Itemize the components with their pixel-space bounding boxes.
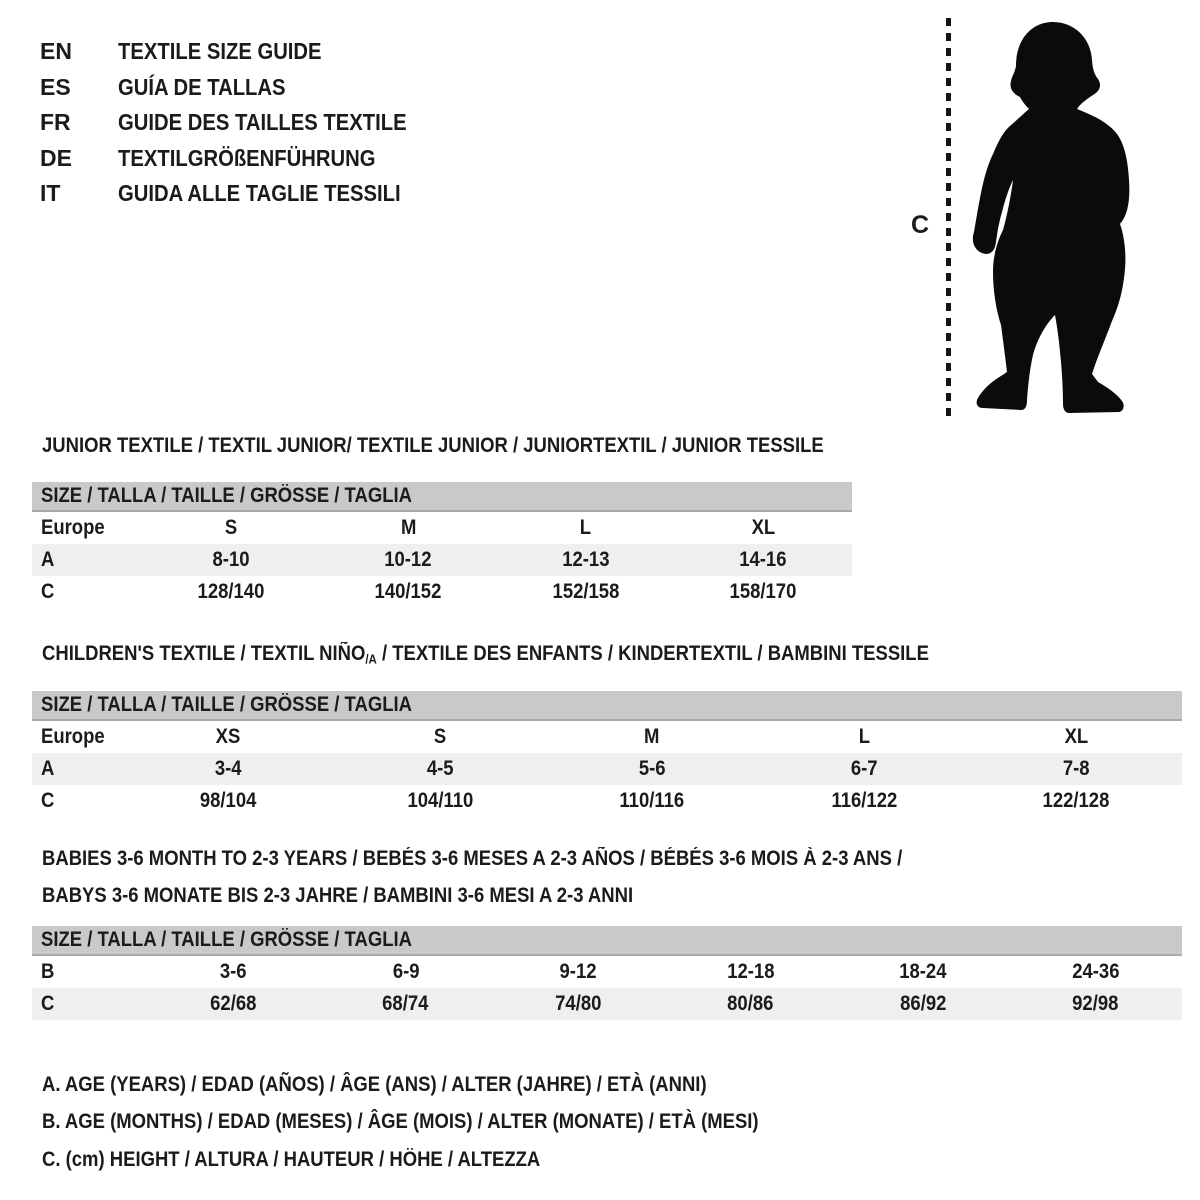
table-cell: M — [400, 516, 416, 539]
table-cell: 110/116 — [619, 789, 685, 812]
size-header-text: SIZE / TALLA / TAILLE / GRÖSSE / TAGLIA — [41, 484, 412, 507]
table-cell: 3-4 — [214, 757, 242, 780]
babies-title-line1: BABIES 3-6 MONTH TO 2-3 YEARS / BEBÉS 3-6 MESES A 2-3 AÑOS / BÉBÉS 3-6 MOIS À 2-3 ANS / — [42, 847, 903, 870]
table-cell: 158/170 — [729, 580, 797, 603]
table-cell: 68/74 — [382, 992, 429, 1015]
table-cell: XL — [1064, 725, 1088, 748]
size-header-bar — [32, 482, 852, 512]
table-cell: 92/98 — [1072, 992, 1119, 1015]
measurement-legend — [42, 1066, 856, 1179]
table-cell: 128/140 — [197, 580, 265, 603]
table-cell: XS — [215, 725, 241, 748]
table-cell: 152/158 — [552, 580, 620, 603]
table-cell: 14-16 — [739, 548, 787, 571]
language-header — [40, 34, 446, 212]
table-cell: 24-36 — [1072, 960, 1120, 983]
table-cell: 62/68 — [210, 992, 257, 1015]
table-cell: M — [644, 725, 660, 748]
row-label: A — [41, 757, 55, 780]
language-code: EN — [40, 38, 72, 65]
legend-line-c-text: C. (cm) HEIGHT / ALTURA / HAUTEUR / HÖHE / ALTEZZA — [42, 1147, 541, 1171]
table-cell: 12-13 — [562, 548, 610, 571]
children-title-prefix: CHILDREN'S TEXTILE / TEXTIL NIÑO — [42, 642, 366, 665]
language-code: ES — [40, 73, 71, 100]
table-row — [32, 785, 1182, 817]
row-label: C — [41, 789, 55, 812]
size-header-bar — [32, 691, 1182, 721]
table-cell: 18-24 — [899, 960, 947, 983]
table-cell: 80/86 — [727, 992, 774, 1015]
height-measure-label: C — [911, 211, 930, 239]
babies-section-title — [42, 840, 1020, 914]
table-cell: 6-7 — [850, 757, 878, 780]
table-cell: 5-6 — [638, 757, 666, 780]
legend-line-a — [42, 1066, 856, 1104]
table-row — [32, 512, 852, 544]
language-row — [40, 105, 446, 141]
babies-title-line2: BABYS 3-6 MONATE BIS 2-3 JAHRE / BAMBINI 3-6 MESI A 2-3 ANNI — [42, 884, 634, 907]
guide-title: GUIDA ALLE TAGLIE TESSILI — [118, 180, 401, 207]
toddler-silhouette — [965, 10, 1165, 420]
language-row — [40, 70, 446, 106]
children-section-title — [42, 642, 1050, 672]
table-cell: 12-18 — [727, 960, 775, 983]
table-cell: 104/110 — [407, 789, 473, 812]
table-cell: S — [433, 725, 447, 748]
table-cell: 74/80 — [555, 992, 602, 1015]
table-row — [32, 988, 1182, 1020]
children-size-table — [32, 691, 1182, 817]
row-label: C — [41, 580, 55, 603]
table-row — [32, 956, 1182, 988]
junior-table-body — [32, 512, 852, 608]
table-cell: 9-12 — [559, 960, 597, 983]
table-cell: XL — [751, 516, 776, 539]
guide-title: TEXTILE SIZE GUIDE — [118, 38, 322, 65]
legend-line-b-text: B. AGE (MONTHS) / EDAD (MESES) / ÂGE (MOIS) / ALTER (MONATE) / ETÀ (MESI) — [42, 1110, 759, 1134]
table-cell: 3-6 — [219, 960, 247, 983]
table-cell: 98/104 — [199, 789, 257, 812]
size-header-text: SIZE / TALLA / TAILLE / GRÖSSE / TAGLIA — [41, 928, 412, 951]
language-row — [40, 141, 446, 177]
table-cell: 4-5 — [426, 757, 454, 780]
row-label: Europe — [41, 516, 105, 539]
table-cell: S — [224, 516, 237, 539]
legend-line-a-text: A. AGE (YEARS) / EDAD (AÑOS) / ÂGE (ANS) / ALTER (JAHRE) / ETÀ (ANNI) — [42, 1072, 707, 1096]
table-cell: 6-9 — [392, 960, 420, 983]
junior-section-title — [42, 434, 930, 458]
language-code: DE — [40, 144, 72, 171]
size-header-text: SIZE / TALLA / TAILLE / GRÖSSE / TAGLIA — [41, 693, 412, 716]
table-cell: L — [580, 516, 592, 539]
guide-title: GUÍA DE TALLAS — [118, 73, 286, 100]
language-row — [40, 34, 446, 70]
row-label: Europe — [41, 725, 105, 748]
table-cell: 116/122 — [831, 789, 897, 812]
guide-title: GUIDE DES TAILLES TEXTILE — [118, 109, 407, 136]
row-label: C — [41, 992, 55, 1015]
table-cell: 140/152 — [374, 580, 442, 603]
table-row — [32, 721, 1182, 753]
children-title-subscript: /A — [365, 651, 377, 667]
junior-size-table — [32, 482, 852, 608]
table-cell: 86/92 — [900, 992, 947, 1015]
guide-title: TEXTILGRÖßENFÜHRUNG — [118, 144, 376, 171]
row-label: A — [41, 548, 55, 571]
language-code: FR — [40, 109, 71, 136]
children-section-title-text — [42, 642, 929, 672]
row-label: B — [41, 960, 55, 983]
table-cell: L — [858, 725, 870, 748]
language-code: IT — [40, 180, 61, 207]
table-cell: 8-10 — [212, 548, 250, 571]
table-cell: 122/128 — [1042, 789, 1110, 812]
table-cell: 10-12 — [384, 548, 432, 571]
legend-line-c — [42, 1141, 856, 1179]
table-cell: 7-8 — [1062, 757, 1090, 780]
language-row — [40, 176, 446, 212]
height-measure-dotted-line — [946, 18, 951, 416]
children-table-body — [32, 721, 1182, 817]
size-header-bar — [32, 926, 1182, 956]
junior-section-title-text: JUNIOR TEXTILE / TEXTIL JUNIOR/ TEXTILE JUNIOR / JUNIORTEXTIL / JUNIOR TESSILE — [42, 434, 824, 457]
table-row — [32, 544, 852, 576]
table-row — [32, 753, 1182, 785]
babies-table-body — [32, 956, 1182, 1020]
babies-size-table — [32, 926, 1182, 1020]
table-row — [32, 576, 852, 608]
legend-line-b — [42, 1104, 856, 1142]
children-title-suffix: / TEXTILE DES ENFANTS / KINDERTEXTIL / BAMBINI TESSILE — [376, 642, 929, 665]
